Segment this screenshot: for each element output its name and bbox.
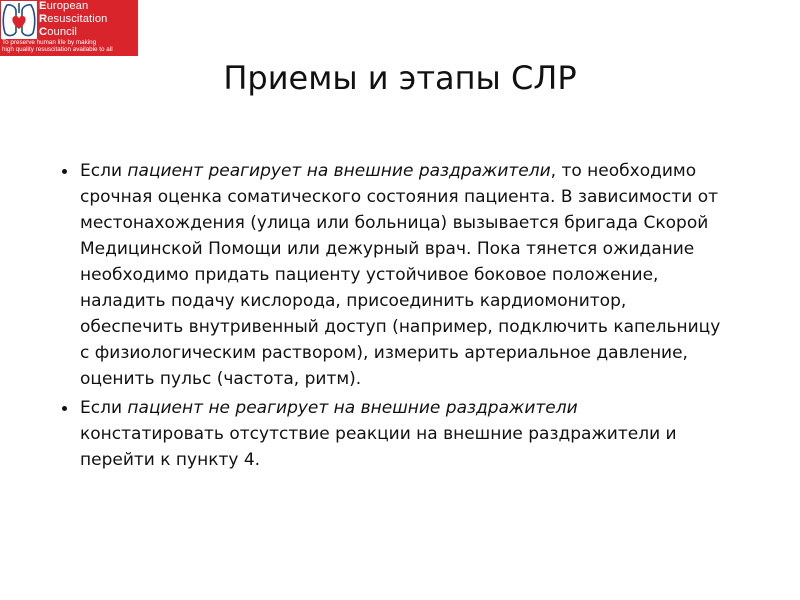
erc-logo-mark [1,1,37,39]
bullet-line: Медицинской Помощи или дежурный врач. Пока тянется ожидание [80,239,695,259]
bullet-line: констатировать отсутствие реакции на внешние раздражители и [80,424,677,444]
logo-word-council: Council [39,25,78,38]
logo-word-european: European [39,0,89,12]
bullet-line: перейти к пункту 4. [80,450,261,470]
bullet-list [62,158,780,476]
logo-word-resuscitation: Resuscitation [39,12,108,25]
bullet-dot-icon [62,169,67,174]
bullet-line: оценить пульс (частота, ритм). [80,369,362,389]
bullet-line: обеспечить внутривенный доступ (например, подключить капельницу [80,317,721,337]
bullet-line: местонахождения (улица или больница) вызывается бригада Скорой [80,213,709,233]
bullet-line: наладить подачу кислорода, присоединить кардиомонитор, [80,291,627,311]
bullet-line: срочная оценка соматического состояния пациента. В зависимости от [80,187,719,207]
bullet-item-unresponsive [62,395,780,473]
slide-title: Приемы и этапы СЛР [223,59,577,97]
bullet-line: Если пациент реагирует на внешние раздражители, то необходимо [80,161,697,181]
bullet-dot-icon [62,406,67,411]
bullet-line: с физиологическим раствором), измерить артериальное давление, [80,343,688,363]
erc-logo [0,0,138,56]
erc-logo-tagline: To preserve human life by making high quality resuscitation available to all [2,39,113,54]
lungs-heart-icon [1,1,37,39]
erc-logo-wordmark [39,0,137,40]
bullet-line: Если пациент не реагирует на внешние раздражители [80,398,578,418]
bullet-item-responsive [62,158,780,392]
bullet-line: необходимо придать пациенту устойчивое боковое положение, [80,265,659,285]
